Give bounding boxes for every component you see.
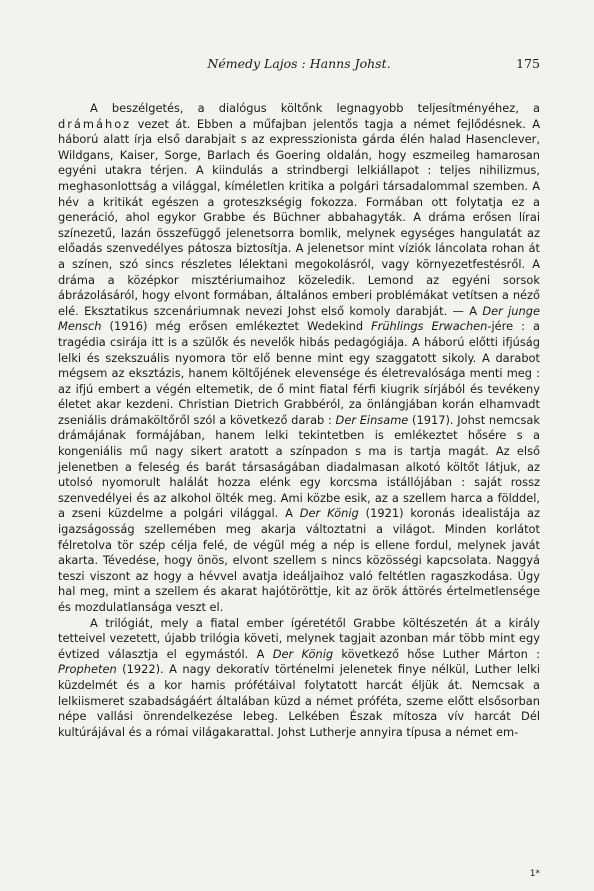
text-run: (1922). A nagy dekoratív történelmi jelenetek finye nélkül, Luther lelki küzdelmét és a kor hamis prófétáival folytatott harcát éljük át. Nemcsak a lelkiismeret szabadságáért általában küzd a német próféta, szeme előtt elsősorban népe vallási önrendelkezése lebeg. Lelkében Észak mítosza vív harcát Dél kultúrájával és a római világakarattal. Johst Lutherje annyira típusa a német em- <box>58 662 540 739</box>
text-run: A trilógiát, mely a fiatal ember ígéretétől Grabbe költészetén át a király tetteivel vezetett, újabb trilógia követi, melynek tagjait azonban már több mint egy évtized választja el egymástól. A <box>58 615 540 661</box>
text-run: (1921) koronás idealistája az igazságosság szellemében meg akarja változtatni a világot. Minden korlátot félretolva tör szép célja felé, de végül még a nép is ellene fordul, melynek javát akarta. Tévedése, hogy önös, elvont szellem s nincs közösségi kapcsolata. Naggyá teszi viszont az hogy a hévvel avatja ideáljaihoz való feltétlen ragaszkodása. Úgy hal meg, mint a szellem és akarat hajótöröttje, kit az örök áttörés értelmetlensége és mozdulatlansága veszt el. <box>58 506 540 614</box>
work-title: Frühlings Erwachen <box>371 319 488 334</box>
work-title: Der König <box>299 506 359 521</box>
text-run: -jére : a tragédia csirája itt is a szülők és nevelők hibás pedagógiája. A háború előtti ifjúság lelki és szekszuális nyomora tör elő benne mint egy szaggatott sikoly. A darabot mégsem az eksztázis, hanem költőjének elevensége és életrevalósága menti meg : az ifjú embert a végén eltemetik, de ő mint fiatal férfi kiugrik sírjából és tevékeny életet akar kezdeni. Christian Dietrich Grabbéról, za önlángjában korán elhamvadt zseniális drámaköltőről szól a következő darab : <box>58 319 540 427</box>
text-run: (1916) még erősen emlékeztet Wedekind <box>101 319 372 334</box>
text-run: vezet át. Ebben a műfajban jelentős tagja a német fejlődésnek. A háború alatt írja első darabjait s az expresszionista gárda élén halad Hasenclever, Wildgans, Kaiser, Sorge, Barlach és Goering oldalán, hogy eszmeileg hamarosan egyéni utakra térjen. A kiindulás a strindbergi lelkiállapot : teljes nihilizmus, meghasonlottság a világgal, kíméletlen kritika a polgári társadalommal szemben. A hév a kritikát egészen a groteszkségig fokozza. Formában ott folytatja ez a generáció, ahol egykor Grabbe és Büchner abbahagyták. A dráma erősen lírai színezetű, lazán összefüggő jelenetsorra bomlik, melynek egységes hangulatát az előadás szenvedélyes pátosza biztosítja. A jelenetsor mint víziók láncolata rohan át a színen, szó sincs részletes lélektani megokolásról, vagy környezetfestésről. A dráma a középkor misztériumaihoz közeledik. Lemond az egyéni sorsok ábrázolásáról, hogy elvont formában, általános emberi problémákat vetítsen a néző elé. Eksztatikus szcenáriumnak nevezi Johst első komoly darabját. — A <box>58 116 540 318</box>
work-title: Der König <box>272 646 334 661</box>
work-title: Der junge Mensch <box>58 303 540 334</box>
page-number: 175 <box>516 56 540 71</box>
signature-mark: 1* <box>529 869 540 879</box>
paragraph <box>58 101 540 616</box>
text-run: A beszélgetés, a dialógus költőnk legnagyobb teljesítményéhez, a <box>90 101 540 115</box>
text-run: következő hőse Luther Márton : <box>333 646 540 661</box>
text-run: (1917). Johst nemcsak drámájának formájában, hanem lelki tekintetben is emlékeztet hősére s a kongeniális mű nagy sikert aratott a színpadon s ma is tartja magát. Az első jelenetben a feleség és barát társaságában diadalmasan alkotó költőt látjuk, az utolsó nyomorult halálát hozza elénk egy korcsma istállójában : saját rossz szenvedélyei és az alkohol ölték meg. Ami közbe esik, az a szellem harca a földdel, a zseni küzdelme a polgári világgal. A <box>58 412 540 521</box>
work-title: Propheten <box>58 662 117 677</box>
running-title: Némedy Lajos : Hanns Johst. <box>207 56 391 71</box>
paragraph <box>58 616 540 741</box>
body-text <box>58 101 540 740</box>
running-header <box>58 56 540 72</box>
work-title: Der Einsame <box>335 412 409 427</box>
spaced-term: drámához <box>58 116 132 131</box>
